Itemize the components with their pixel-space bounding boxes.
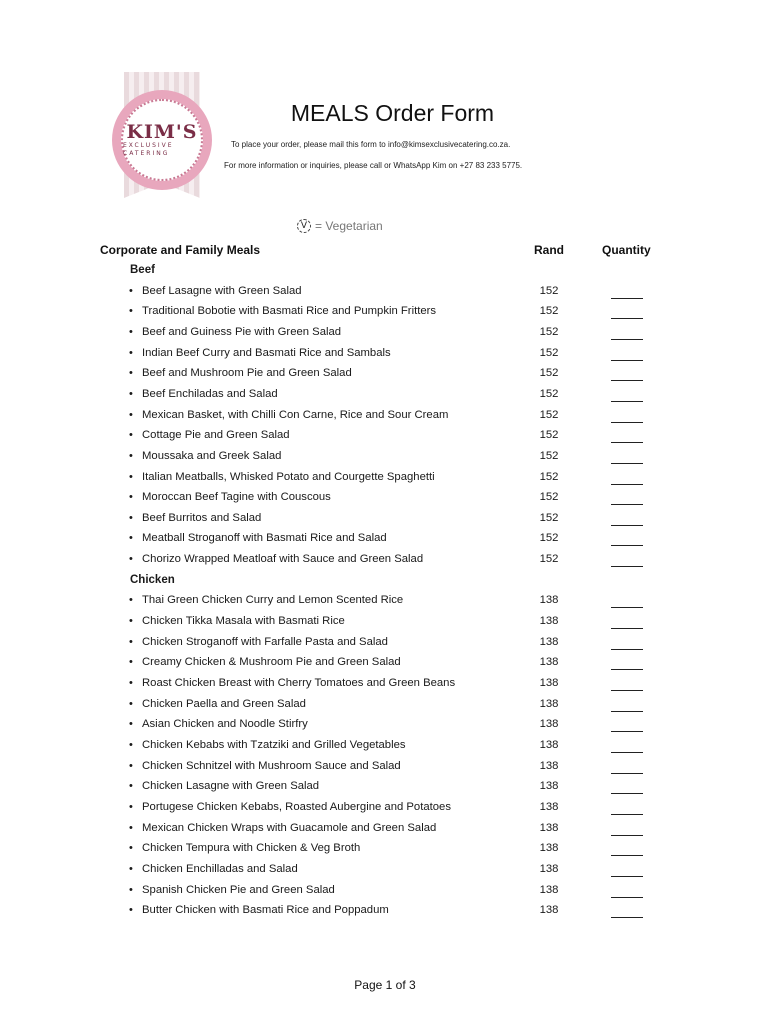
bullet-icon: • — [129, 842, 133, 855]
menu-item-price: 152 — [539, 553, 559, 566]
vegetarian-legend-label: = Vegetarian — [315, 219, 383, 233]
menu-item-price: 138 — [539, 883, 559, 896]
logo-inner — [121, 99, 203, 181]
menu-item-row — [0, 367, 770, 387]
bullet-icon: • — [129, 821, 133, 834]
menu-item-row — [0, 656, 770, 676]
bullet-icon: • — [129, 738, 133, 751]
menu-item-name: Chorizo Wrapped Meatloaf with Sauce and Green Salad — [142, 553, 424, 566]
quantity-field[interactable] — [611, 656, 643, 670]
menu-item-row — [0, 594, 770, 614]
menu-item-price: 138 — [539, 615, 559, 628]
quantity-field[interactable] — [611, 718, 643, 732]
bullet-icon: • — [129, 491, 133, 504]
rand-column-header: Rand — [534, 243, 564, 257]
menu-item-price: 152 — [539, 470, 559, 483]
menu-item-name: Moroccan Beef Tagine with Couscous — [142, 491, 331, 504]
menu-item-price: 138 — [539, 677, 559, 689]
quantity-field[interactable] — [611, 884, 643, 898]
menu-item-price: 152 — [539, 346, 559, 359]
quantity-field[interactable] — [611, 677, 643, 691]
menu-item-row — [0, 347, 770, 367]
quantity-field[interactable] — [611, 388, 643, 402]
menu-item-row — [0, 760, 770, 780]
menu-item-price: 152 — [539, 305, 559, 318]
quantity-field[interactable] — [611, 347, 643, 361]
menu-item-name: Moussaka and Greek Salad — [142, 449, 282, 462]
menu-item-name: Creamy Chicken & Mushroom Pie and Green Salad — [142, 656, 401, 669]
menu-item-row — [0, 739, 770, 759]
menu-item-price: 152 — [539, 449, 559, 462]
contact-information: For more information or inquiries, please call or WhatsApp Kim on +27 83 233 5775. — [224, 161, 523, 170]
logo-name: KIM'S — [126, 121, 198, 143]
menu-item-name: Roast Chicken Breast with Cherry Tomatoes and Green Beans — [142, 677, 456, 689]
bullet-icon: • — [129, 677, 133, 689]
quantity-field[interactable] — [611, 532, 643, 546]
menu-item-name: Chicken Stroganoff with Farfalle Pasta and Salad — [142, 635, 388, 648]
bullet-icon: • — [129, 656, 133, 669]
menu-item-price: 152 — [539, 325, 559, 338]
bullet-icon: • — [129, 305, 133, 318]
menu-item-name: Traditional Bobotie with Basmati Rice and Pumpkin Fritters — [142, 305, 437, 318]
menu-item-row — [0, 388, 770, 408]
menu-item-name: Chicken Kebabs with Tzatziki and Grilled Vegetables — [142, 738, 406, 751]
bullet-icon: • — [129, 615, 133, 628]
section-heading: Corporate and Family Meals — [100, 243, 261, 257]
quantity-field[interactable] — [611, 491, 643, 505]
menu-item-price: 138 — [539, 780, 559, 793]
menu-item-name: Chicken Enchilladas and Salad — [142, 862, 298, 875]
bullet-icon: • — [129, 532, 133, 545]
bullet-icon: • — [129, 718, 133, 731]
menu-item-row — [0, 409, 770, 429]
quantity-field[interactable] — [611, 863, 643, 877]
page-title: MEALS Order Form — [290, 100, 495, 126]
bullet-icon: • — [129, 904, 133, 917]
quantity-field[interactable] — [611, 760, 643, 774]
menu-item-row — [0, 429, 770, 449]
bullet-icon: • — [129, 387, 133, 400]
menu-item-name: Beef and Guiness Pie with Green Salad — [142, 325, 342, 338]
order-instructions: To place your order, please mail this form to info@kimsexclusivecatering.co.za. — [231, 140, 511, 149]
menu-item-row — [0, 471, 770, 491]
bullet-icon: • — [129, 780, 133, 793]
menu-item-name: Chicken Lasagne with Green Salad — [142, 780, 320, 793]
menu-item-row — [0, 615, 770, 635]
bullet-icon: • — [129, 408, 133, 421]
menu-item-row — [0, 904, 770, 924]
quantity-field[interactable] — [611, 822, 643, 836]
menu-item-price: 138 — [539, 635, 559, 648]
menu-item-name: Butter Chicken with Basmati Rice and Poppadum — [142, 904, 389, 917]
quantity-field[interactable] — [611, 305, 643, 319]
menu-item-name: Mexican Basket, with Chilli Con Carne, Rice and Sour Cream — [142, 408, 449, 421]
bullet-icon: • — [129, 429, 133, 442]
bullet-icon: • — [129, 800, 133, 813]
bullet-icon: • — [129, 697, 133, 710]
bullet-icon: • — [129, 325, 133, 338]
menu-item-row — [0, 780, 770, 800]
quantity-field[interactable] — [611, 739, 643, 753]
bullet-icon: • — [129, 862, 133, 875]
menu-item-price: 138 — [539, 842, 559, 855]
menu-item-name: Indian Beef Curry and Basmati Rice and Sambals — [142, 346, 391, 359]
logo-badge — [112, 90, 212, 190]
menu-item-name: Chicken Schnitzel with Mushroom Sauce and Salad — [142, 759, 401, 772]
bullet-icon: • — [129, 511, 133, 524]
bullet-icon: • — [129, 553, 133, 566]
menu-item-name: Chicken Tempura with Chicken & Veg Broth — [142, 842, 361, 855]
bullet-icon: • — [129, 367, 133, 380]
menu-item-price: 138 — [539, 862, 559, 875]
menu-item-name: Italian Meatballs, Whisked Potato and Courgette Spaghetti — [142, 470, 435, 483]
menu-item-row — [0, 863, 770, 883]
bullet-icon: • — [129, 284, 133, 297]
menu-item-price: 152 — [539, 408, 559, 421]
menu-item-name: Chicken Tikka Masala with Basmati Rice — [142, 615, 345, 628]
vegetarian-legend — [297, 219, 383, 233]
quantity-field[interactable] — [611, 842, 643, 856]
menu-item-name: Asian Chicken and Noodle Stirfry — [142, 718, 308, 731]
quantity-column-header: Quantity — [602, 243, 651, 257]
menu-item-row — [0, 636, 770, 656]
bullet-icon: • — [129, 594, 133, 607]
quantity-field[interactable] — [611, 285, 643, 299]
menu-item-row — [0, 532, 770, 552]
bullet-icon: • — [129, 883, 133, 896]
category-row — [0, 264, 770, 284]
company-logo — [112, 72, 212, 198]
menu-item-price: 152 — [539, 387, 559, 400]
menu-item-price: 138 — [539, 759, 559, 772]
quantity-field[interactable] — [611, 512, 643, 526]
quantity-field[interactable] — [611, 450, 643, 464]
vegetarian-icon: V — [297, 219, 311, 233]
quantity-field[interactable] — [611, 429, 643, 443]
quantity-field[interactable] — [611, 904, 643, 918]
menu-item-row — [0, 842, 770, 862]
menu-item-name: Beef Burritos and Salad — [142, 511, 262, 524]
menu-item-name: Beef and Mushroom Pie and Green Salad — [142, 367, 352, 380]
menu-item-row — [0, 801, 770, 821]
bullet-icon: • — [129, 470, 133, 483]
menu-item-name: Thai Green Chicken Curry and Lemon Scented Rice — [142, 594, 404, 607]
menu-item-price: 138 — [539, 697, 559, 710]
menu-item-price: 152 — [539, 284, 559, 297]
menu-item-price: 138 — [539, 656, 559, 669]
menu-item-row — [0, 822, 770, 842]
quantity-field[interactable] — [611, 636, 643, 650]
menu-item-row — [0, 305, 770, 325]
menu-item-row — [0, 285, 770, 305]
menu-item-price: 138 — [539, 594, 559, 607]
quantity-field[interactable] — [611, 780, 643, 794]
quantity-field[interactable] — [611, 367, 643, 381]
page-number: Page 1 of 3 — [354, 978, 416, 992]
quantity-field[interactable] — [611, 409, 643, 423]
quantity-field[interactable] — [611, 326, 643, 340]
menu-item-price: 152 — [539, 511, 559, 524]
quantity-field[interactable] — [611, 553, 643, 567]
category-row — [0, 574, 770, 594]
bullet-icon: • — [129, 449, 133, 462]
menu-item-name: Spanish Chicken Pie and Green Salad — [142, 883, 335, 896]
category-heading: Beef — [130, 264, 155, 276]
menu-item-price: 152 — [539, 532, 559, 545]
quantity-field[interactable] — [611, 801, 643, 815]
logo-subtitle: EXCLUSIVE CATERING — [123, 142, 174, 157]
quantity-field[interactable] — [611, 471, 643, 485]
bullet-icon: • — [129, 346, 133, 359]
menu-item-price: 152 — [539, 429, 559, 442]
quantity-field[interactable] — [611, 615, 643, 629]
menu-item-price: 138 — [539, 718, 559, 731]
menu-item-price: 152 — [539, 491, 559, 504]
quantity-field[interactable] — [611, 698, 643, 712]
menu-item-row — [0, 677, 770, 697]
menu-item-price: 152 — [539, 367, 559, 380]
bullet-icon: • — [129, 635, 133, 648]
menu-item-row — [0, 884, 770, 904]
menu-item-name: Portugese Chicken Kebabs, Roasted Aubergine and Potatoes — [142, 800, 451, 813]
menu-item-name: Beef Enchiladas and Salad — [142, 387, 278, 400]
menu-item-name: Meatball Stroganoff with Basmati Rice and Salad — [142, 532, 387, 545]
menu-item-name: Chicken Paella and Green Salad — [142, 697, 306, 710]
menu-item-price: 138 — [539, 904, 559, 917]
menu-item-price: 138 — [539, 800, 559, 813]
menu-item-row — [0, 698, 770, 718]
menu-item-row — [0, 718, 770, 738]
menu-item-price: 138 — [539, 821, 559, 834]
menu-item-row — [0, 326, 770, 346]
menu-item-row — [0, 491, 770, 511]
menu-item-name: Cottage Pie and Green Salad — [142, 429, 290, 442]
menu-item-price: 138 — [539, 738, 559, 751]
menu-item-name: Beef Lasagne with Green Salad — [142, 284, 302, 297]
menu-item-row — [0, 512, 770, 532]
bullet-icon: • — [129, 759, 133, 772]
category-heading: Chicken — [130, 573, 175, 586]
menu-item-row — [0, 450, 770, 470]
menu-item-name: Mexican Chicken Wraps with Guacamole and Green Salad — [142, 821, 437, 834]
quantity-field[interactable] — [611, 594, 643, 608]
menu-item-row — [0, 553, 770, 573]
